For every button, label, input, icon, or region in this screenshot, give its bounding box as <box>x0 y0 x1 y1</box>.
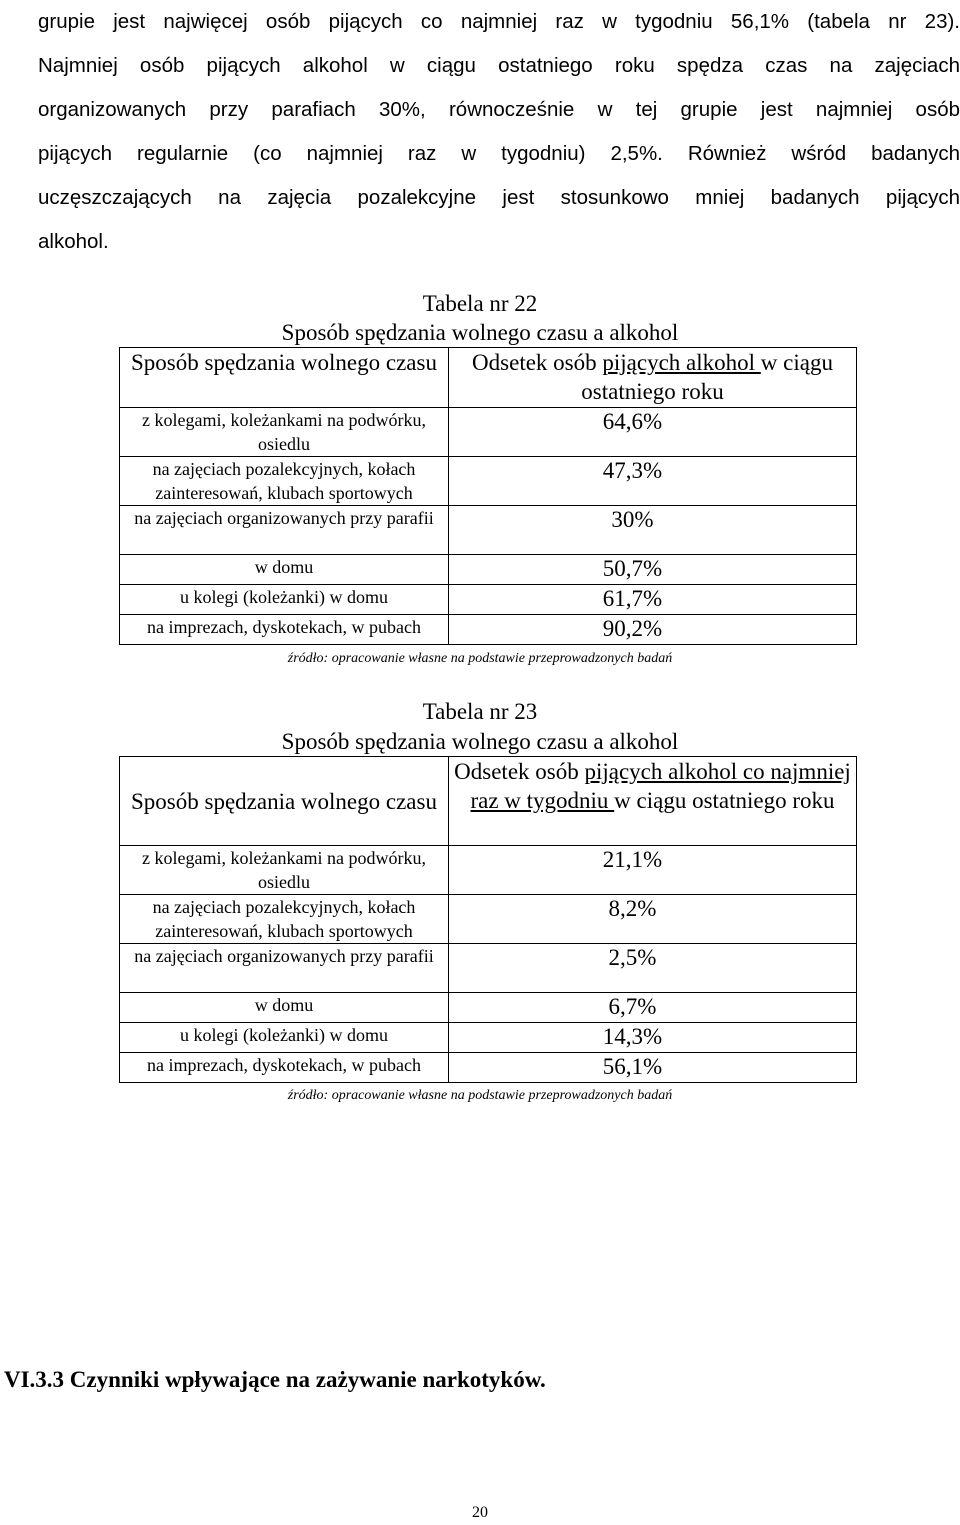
table-row <box>120 457 857 506</box>
body-paragraph <box>38 0 960 264</box>
row-value-text: 2,5% <box>608 945 657 970</box>
row-label: w domu <box>120 993 449 1023</box>
row-value-text: 64,6% <box>602 409 663 434</box>
header-col2-text: Odsetek osób <box>454 759 585 784</box>
header-col2-underlined: pijących alkohol <box>602 350 761 375</box>
table-row <box>120 585 857 615</box>
header-col2 <box>449 348 857 408</box>
header-col1: Sposób spędzania wolnego czasu <box>120 757 449 846</box>
row-label: na imprezach, dyskotekach, w pubach <box>120 615 449 645</box>
header-col2-text: Odsetek osób <box>472 350 603 375</box>
header-col2-rest: w ciągu ostatniego roku <box>614 788 835 813</box>
row-value-text: 50,7% <box>602 556 663 581</box>
table23-caption-number: Tabela nr 23 <box>422 699 538 724</box>
row-value <box>449 408 857 457</box>
row-value <box>449 555 857 585</box>
paragraph-line: organizowanych przy parafiach 30%, równocześnie w tej grupie jest najmniej osób <box>38 98 960 121</box>
table23-caption-title: Sposób spędzania wolnego czasu a alkohol <box>281 729 679 754</box>
table-row <box>120 506 857 555</box>
table-row <box>120 615 857 645</box>
row-value <box>449 993 857 1023</box>
row-label: u kolegi (koleżanki) w domu <box>120 585 449 615</box>
table22-caption-number: Tabela nr 22 <box>422 291 538 316</box>
table23 <box>119 756 857 1083</box>
row-value <box>449 846 857 895</box>
row-value-text: 21,1% <box>602 847 663 872</box>
row-label: w domu <box>120 555 449 585</box>
row-value-text: 6,7% <box>608 994 657 1019</box>
row-label: z kolegami, koleżankami na podwórku, osiedlu <box>120 408 449 457</box>
table22-caption-title: Sposób spędzania wolnego czasu a alkohol <box>281 320 679 345</box>
paragraph-line: grupie jest najwięcej osób pijących co najmniej raz w tygodniu 56,1% (tabela nr 23). <box>38 10 960 33</box>
section-heading: VI.3.3 Czynniki wpływające na zażywanie narkotyków. <box>4 1367 546 1392</box>
row-label: z kolegami, koleżankami na podwórku, osiedlu <box>120 846 449 895</box>
row-value <box>449 585 857 615</box>
table-row <box>120 1053 857 1083</box>
row-value-text: 14,3% <box>602 1024 663 1049</box>
paragraph-line: uczęszczających na zajęcia pozalekcyjne jest stosunkowo mniej badanych pijących <box>38 186 960 209</box>
header-col2-underlined: pijących alkohol co najmniej raz w tygodniu <box>470 759 851 813</box>
table-header-row <box>120 757 857 846</box>
table22 <box>119 347 857 645</box>
table-row <box>120 993 857 1023</box>
paragraph-line: alkohol. <box>38 230 109 253</box>
row-label: na zajęciach pozalekcyjnych, kołach zainteresowań, klubach sportowych <box>120 895 449 944</box>
table-row <box>120 408 857 457</box>
row-value-text: 61,7% <box>602 586 663 611</box>
row-value-text: 30% <box>611 507 654 532</box>
row-value <box>449 457 857 506</box>
table-header-row <box>120 348 857 408</box>
paragraph-line: pijących regularnie (co najmniej raz w tygodniu) 2,5%. Również wśród badanych <box>38 142 960 165</box>
header-col2-rest: w ciągu ostatniego roku <box>581 350 833 404</box>
header-col1: Sposób spędzania wolnego czasu <box>120 348 449 408</box>
row-value <box>449 1023 857 1053</box>
row-label: na imprezach, dyskotekach, w pubach <box>120 1053 449 1083</box>
row-label: u kolegi (koleżanki) w domu <box>120 1023 449 1053</box>
table23-source: źródło: opracowanie własne na podstawie przeprowadzonych badań <box>287 1088 673 1103</box>
row-value <box>449 1053 857 1083</box>
table-row <box>120 555 857 585</box>
row-value-text: 56,1% <box>602 1054 663 1079</box>
row-label: na zajęciach pozalekcyjnych, kołach zainteresowań, klubach sportowych <box>120 457 449 506</box>
table-row <box>120 846 857 895</box>
row-value-text: 90,2% <box>602 616 663 641</box>
row-label: na zajęciach organizowanych przy parafii <box>120 944 449 993</box>
row-value <box>449 506 857 555</box>
table-row <box>120 895 857 944</box>
page-number: 20 <box>472 1504 488 1521</box>
row-value-text: 8,2% <box>608 896 657 921</box>
row-value <box>449 944 857 993</box>
table22-source: źródło: opracowanie własne na podstawie przeprowadzonych badań <box>287 651 673 666</box>
row-label: na zajęciach organizowanych przy parafii <box>120 506 449 555</box>
table-row <box>120 944 857 993</box>
table-row <box>120 1023 857 1053</box>
header-col2 <box>449 757 857 846</box>
row-value <box>449 615 857 645</box>
row-value-text: 47,3% <box>602 458 663 483</box>
row-value <box>449 895 857 944</box>
paragraph-line: Najmniej osób pijących alkohol w ciągu ostatniego roku spędza czas na zajęciach <box>38 54 960 77</box>
